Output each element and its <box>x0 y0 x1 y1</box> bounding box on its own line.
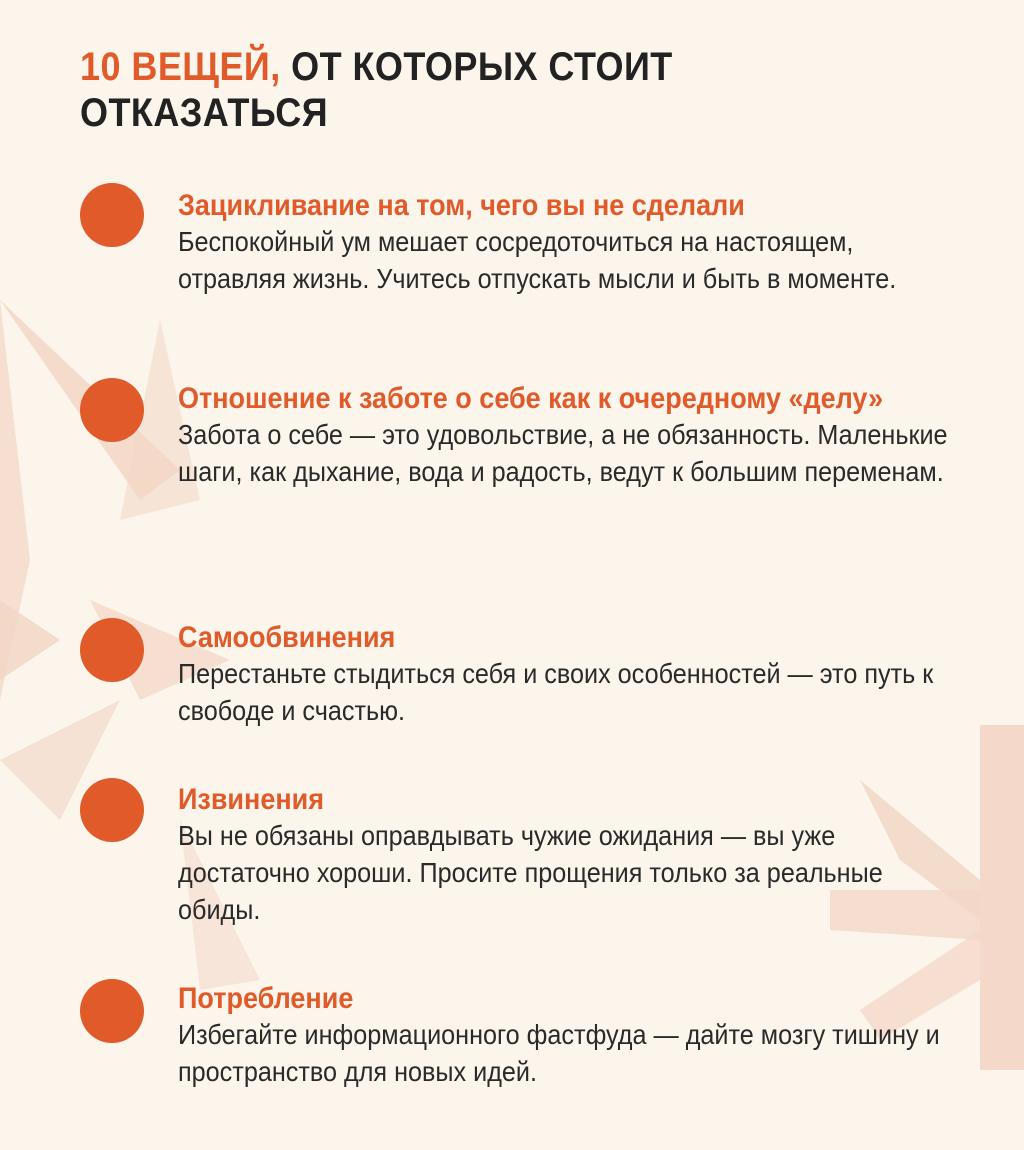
bullet-dot-icon <box>80 778 144 842</box>
page-title-line1: ОТ КОТОРЫХ СТОИТ <box>280 45 673 89</box>
bullet-dot-icon <box>80 618 144 682</box>
item-title: Потребление <box>178 982 354 1015</box>
bullet-dot-icon <box>80 979 144 1043</box>
item-body: Вы не обязаны оправдывать чужие ожидания — вы уже достаточно хороши. Просите прощения только за реальные обиды. <box>178 820 883 925</box>
item-body: Беспокойный ум мешает сосредоточиться на настоящем, отравляя жизнь. Учитесь отпускать мысли и быть в моменте. <box>178 226 897 294</box>
bullet-dot-icon <box>80 378 144 442</box>
item-title: Зацикливание на том, чего вы не сделали <box>178 189 745 222</box>
item-title: Самообвинения <box>178 621 396 654</box>
item-title: Извинения <box>178 783 325 816</box>
item-body: Перестаньте стыдиться себя и своих особенностей — это путь к свободе и счастью. <box>178 658 934 726</box>
page-title-line2: ОТКАЗАТЬСЯ <box>80 91 329 135</box>
item-title: Отношение к заботе о себе как к очередному «делу» <box>178 382 884 415</box>
bullet-dot-icon <box>80 183 144 247</box>
item-body: Забота о себе — это удовольствие, а не обязанность. Маленькие шаги, как дыхание, вода и радость, ведут к большим переменам. <box>178 419 948 487</box>
item-body: Избегайте информационного фастфуда — дайте мозгу тишину и пространство для новых идей. <box>178 1019 940 1087</box>
page-title-accent: 10 ВЕЩЕЙ, <box>80 45 281 89</box>
